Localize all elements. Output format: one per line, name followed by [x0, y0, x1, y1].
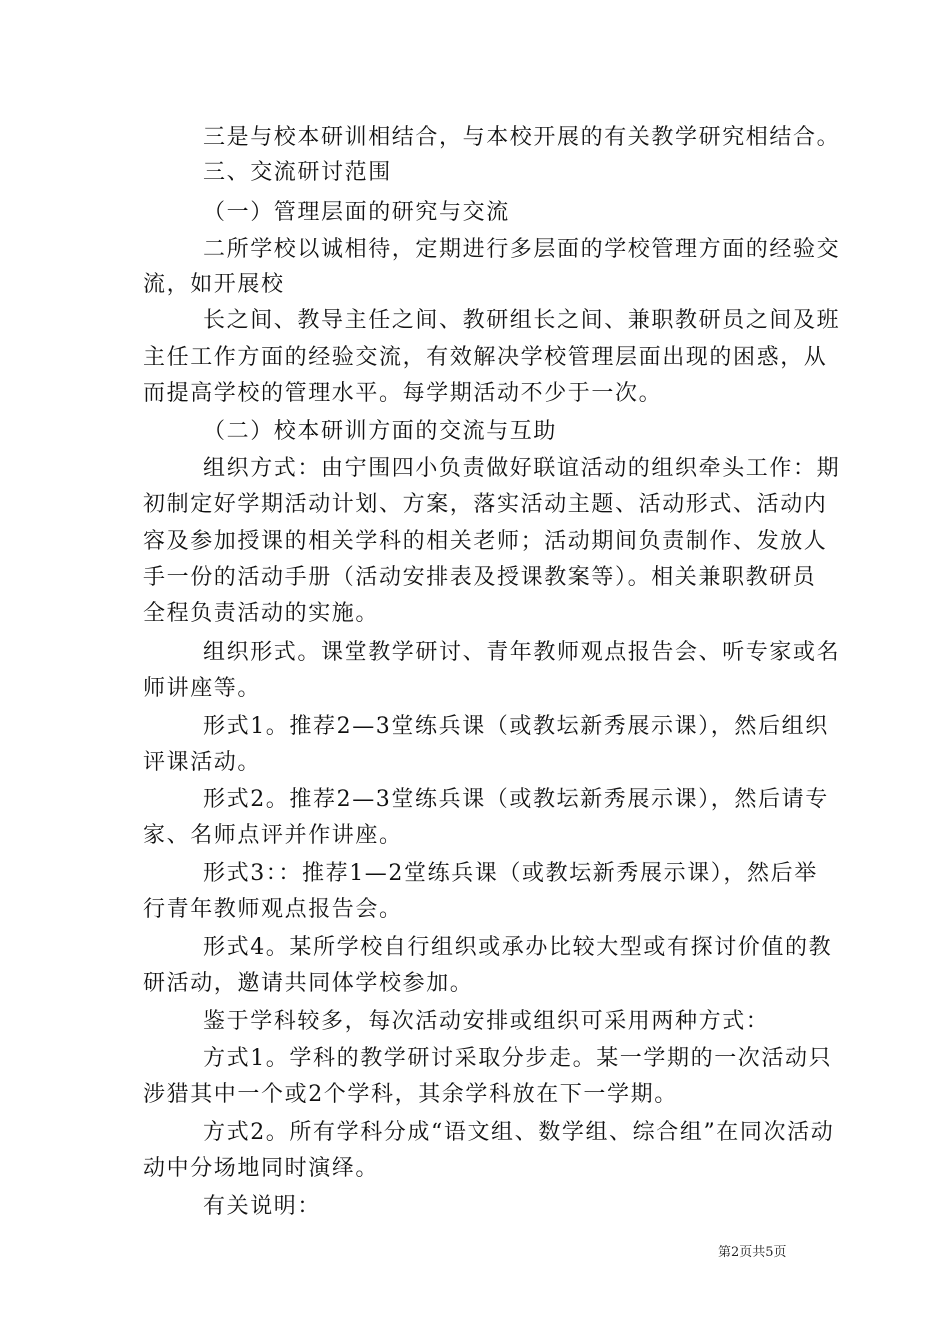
text-line: 师讲座等。 [143, 676, 262, 701]
text-line: 全程负责活动的实施。 [143, 601, 380, 626]
subsection-heading: （二）校本研训方面的交流与互助 [203, 419, 558, 444]
text-line: 方式2。所有学科分成“语文组、数学组、综合组”在同次活动 [203, 1120, 835, 1145]
text-line: 三是与校本研训相结合，与本校开展的有关教学研究相结合。 [203, 125, 841, 150]
text-line: 组织形式。课堂教学研讨、青年教师观点报告会、听专家或名 [203, 640, 841, 665]
text-line: 鉴于学科较多，每次活动安排或组织可采用两种方式： [203, 1009, 770, 1034]
text-line: 主任工作方面的经验交流，有效解决学校管理层面出现的困惑，从 [143, 345, 828, 370]
text-line: 而提高学校的管理水平。每学期活动不少于一次。 [143, 381, 663, 406]
text-line: 有关说明： [203, 1194, 322, 1219]
text-line: 初制定好学期活动计划、方案，落实活动主题、活动形式、活动内 [143, 492, 828, 517]
section-heading: 三、交流研讨范围 [203, 160, 392, 185]
page-number: 第2页共5页 [718, 1245, 787, 1260]
text-line: 形式2。推荐2—3堂练兵课（或教坛新秀展示课），然后请专 [203, 787, 829, 812]
text-line: 形式1。推荐2—3堂练兵课（或教坛新秀展示课），然后组织 [203, 714, 829, 739]
text-line: 方式1。学科的教学研讨采取分步走。某一学期的一次活动只 [203, 1046, 833, 1071]
text-line: 手一份的活动手册（活动安排表及授课教案等）。相关兼职教研员 [143, 565, 817, 590]
text-line: 容及参加授课的相关学科的相关老师；活动期间负责制作、发放人 [143, 529, 828, 554]
text-line: 动中分场地同时演绎。 [143, 1156, 380, 1181]
text-line: 组织方式：由宁围四小负责做好联谊活动的组织牵头工作：期 [203, 456, 841, 481]
text-line: 二所学校以诚相待，定期进行多层面的学校管理方面的经验交 [203, 237, 841, 262]
text-line: 评课活动。 [143, 750, 262, 775]
text-line: 流，如开展校 [143, 272, 285, 297]
text-line: 家、名师点评并作讲座。 [143, 823, 403, 848]
text-line: 长之间、教导主任之间、教研组长之间、兼职教研员之间及班 [203, 308, 841, 333]
text-line: 研活动，邀请共同体学校参加。 [143, 971, 474, 996]
text-line: 形式4。某所学校自行组织或承办比较大型或有探讨价值的教 [203, 935, 833, 960]
text-line: 行青年教师观点报告会。 [143, 897, 403, 922]
subsection-heading: （一）管理层面的研究与交流 [203, 200, 510, 225]
text-line: 形式3：：推荐1—2堂练兵课（或教坛新秀展示课），然后举 [203, 861, 818, 886]
text-line: 涉猎其中一个或2个学科，其余学科放在下一学期。 [143, 1082, 678, 1107]
